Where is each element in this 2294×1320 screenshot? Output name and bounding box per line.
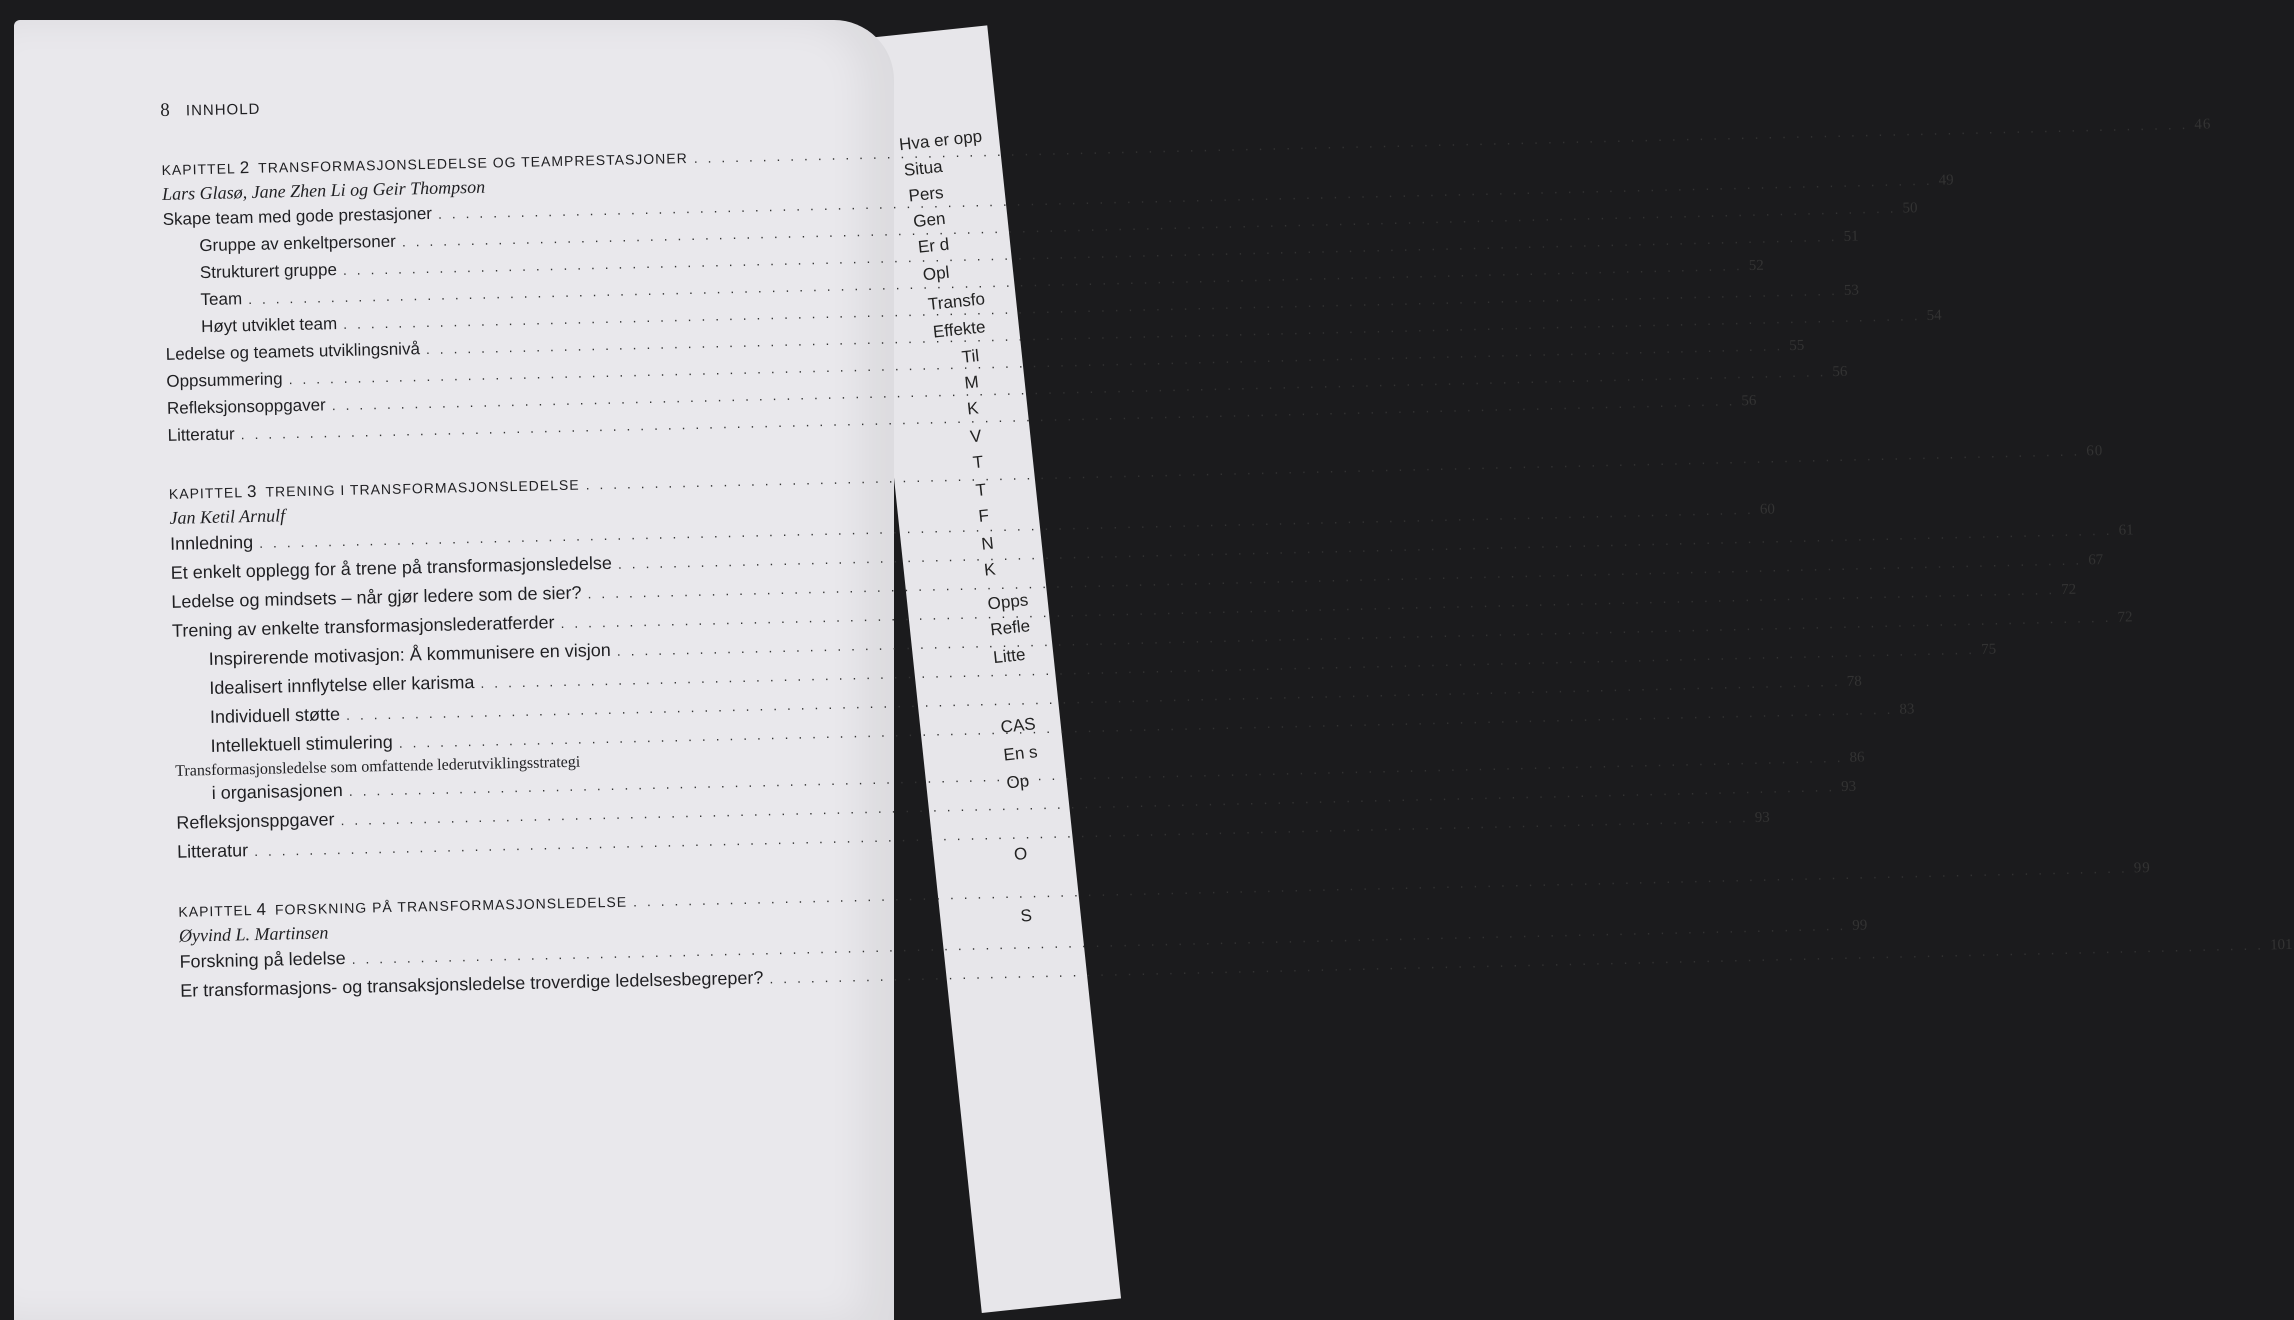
toc-entry-page: 49 [1938,172,1954,189]
toc-entry-page: 72 [2061,581,2077,598]
toc-entry-page: 60 [1759,501,1776,518]
toc-entry-line[interactable]: Transformasjonsledelse som omfattende lederutviklingsstrategi [175,753,581,780]
facing-page-fragment: Pers [907,182,945,206]
toc-entry-text: Trening av enkelte transformasjonslederatferder [171,612,555,641]
facing-page-fragment: En s [1002,742,1039,765]
toc-entry-page: 99 [1852,917,1868,934]
toc-entry-page: 56 [1832,363,1848,381]
toc-entry-text: Gruppe av enkeltpersoner [199,231,397,256]
facing-page-fragment: Hva er opp [898,126,983,155]
page-number: 8 [160,99,171,121]
chapter-page: 99 [2133,860,2151,877]
leader-dots [694,116,2189,166]
chapter-author: Øyvind L. Martinsen [178,922,329,946]
toc-entry-text: Individuell støtte [209,704,341,728]
facing-page-fragment: M [963,372,980,393]
chapter-number: 4 [256,899,268,920]
chapter-title: TRANSFORMASJONSLEDELSE OG TEAMPRESTASJONER [257,150,688,176]
facing-page-fragment: Effekte [932,317,987,342]
chapter-number: 3 [246,481,258,502]
toc-entry-text: Inspirerende motivasjon: Å kommunisere en visjon [208,639,612,670]
chapter-label: KAPITTEL [178,902,253,920]
toc-entry-page: 54 [1926,307,1942,324]
facing-page-fragment: Opps [986,590,1030,614]
toc-entry-page: 55 [1789,337,1805,355]
chapter-block [178,860,2293,1007]
facing-page-fragment: T [971,452,985,473]
toc-entry-text: Oppsummering [166,369,283,391]
toc-entry-text: Er transformasjons- og transaksjonsledelse troverdige ledelsesbegreper? [179,967,764,1001]
facing-page-fragment: O [1013,843,1029,865]
chapter-title: FORSKNING PÅ TRANSFORMASJONSLEDELSE [274,893,628,918]
toc-entry-text: Strukturert gruppe [199,260,338,283]
toc-entry-text: Refleksjonsppgaver [176,809,335,833]
toc-entry-page: 75 [1980,641,1997,658]
toc-entry-text: Intellektuell stimulering [210,731,393,757]
toc-entry-page: 83 [1899,701,1915,718]
toc-entry-text: Skape team med gode prestasjoner [162,203,433,229]
facing-page-fragment: V [969,426,983,447]
facing-page-fragment: N [980,533,995,554]
facing-page-fragment: Gen [912,208,947,232]
facing-page-fragment: K [983,559,997,580]
toc-entry-text: Ledelse og mindsets – når gjør ledere som de sier? [171,582,582,612]
toc-entry-page: 67 [2088,552,2104,569]
toc-entry-page: 72 [2117,609,2133,626]
facing-page-fragment: F [977,505,990,526]
running-head-title: INNHOLD [185,100,261,120]
toc-entry-text: Idealisert innflytelse eller karisma [209,672,475,699]
toc-entry-page: 53 [1843,282,1860,299]
facing-page-fragment: CAS [999,714,1037,737]
chapter-label: KAPITTEL [161,160,236,178]
toc-entry-page: 86 [1849,749,1865,766]
facing-page-fragment: Til [960,346,981,367]
facing-page-fragment: Refle [989,616,1031,640]
toc-entry-page: 78 [1846,673,1862,690]
chapter-page: 60 [2086,443,2104,460]
chapter-title: TRENING I TRANSFORMASJONSLEDELSE [265,476,580,500]
facing-page-fragment: S [1019,905,1033,926]
chapter-author: Lars Glasø, Jane Zhen Li og Geir Thompson [161,176,486,204]
toc-entry-text: Forskning på ledelse [179,948,346,972]
toc-entry-page: 50 [1902,200,1918,217]
toc-entry-page: 93 [1840,778,1857,796]
facing-page-fragment: K [966,398,980,419]
facing-page-fragment: T [974,480,988,501]
leader-dots [633,860,2128,910]
chapter-page: 46 [2194,116,2212,133]
toc-entry-page: 101 [2269,936,2293,954]
facing-page-fragment: Er d [917,234,951,257]
toc-entry-page: 56 [1741,392,1757,410]
toc-entry-text: Refleksjonsoppgaver [166,395,326,418]
facing-page-fragment: Op [1005,771,1031,793]
toc-entry-text: Et enkelt opplegg for å trene på transformasjonsledelse [170,552,613,583]
toc-entry-text: Høyt utviklet team [200,314,338,337]
toc-entry-text: Litteratur [176,840,249,862]
toc-entry-text: Innledning [169,532,254,554]
facing-page-fragment: Transfo [927,289,986,315]
toc-entry-page: 52 [1748,257,1764,274]
chapter-author: Jan Ketil Arnulf [169,505,286,528]
toc-entry-text: i organisasjonen [211,780,344,804]
facing-page-fragment: Opl [921,262,951,285]
toc-entry-page: 61 [2118,522,2134,539]
toc-entry-text: Ledelse og teamets utviklingsnivå [165,339,421,364]
toc-entry-page: 93 [1754,809,1770,827]
facing-page-fragment: Situa [902,156,944,180]
chapter-label: KAPITTEL [168,484,244,502]
toc-entry-page: 51 [1843,228,1859,245]
toc-entry-text: Team [200,289,243,310]
facing-page-fragment: Litte [992,644,1027,668]
chapter-number: 2 [239,157,251,178]
leader-dots [585,443,2080,493]
running-head [160,85,820,122]
toc-entry-text: Litteratur [167,424,235,445]
